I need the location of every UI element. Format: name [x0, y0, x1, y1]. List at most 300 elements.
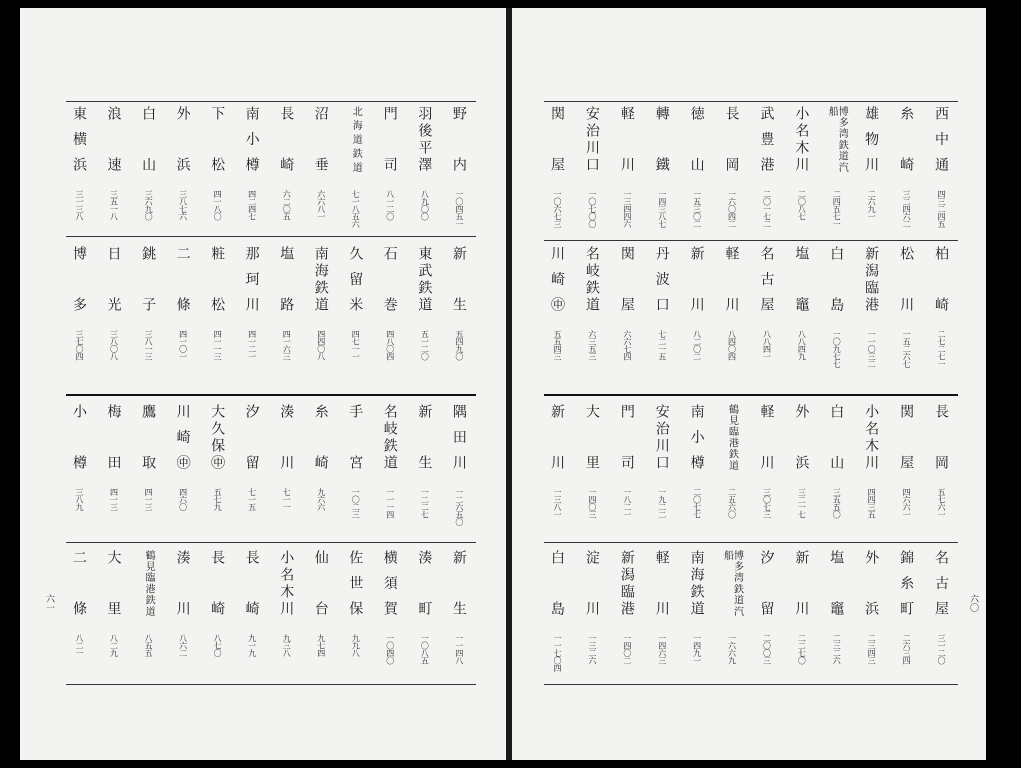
station-value: 六二〇五 — [282, 190, 292, 220]
station-name: 長崎 — [209, 550, 226, 616]
station-value: 九七四 — [316, 634, 326, 657]
station-name: 野内 — [450, 106, 467, 172]
station-value: 八二九 — [109, 634, 119, 657]
station-value: 九三八 — [282, 634, 292, 657]
station-value: 四一一三 — [213, 330, 223, 360]
station-column — [241, 106, 263, 238]
station-value: 一五二六七 — [902, 330, 912, 368]
station-column — [860, 404, 882, 536]
station-column — [344, 550, 366, 682]
station-name: 南小樽 — [688, 404, 705, 470]
station-name: 横須賀 — [381, 550, 398, 616]
station-name: 大久保㊥ — [209, 404, 226, 470]
station-column — [825, 106, 847, 238]
station-name: 博多 — [71, 246, 87, 312]
station-value: 二七二七一 — [936, 330, 946, 368]
station-name: 徳山 — [688, 106, 705, 172]
station-name: 湊川 — [278, 404, 295, 470]
station-name: 湊川 — [174, 550, 191, 616]
rule-line — [66, 542, 476, 543]
station-column — [448, 404, 470, 536]
station-value: 一三二六 — [587, 634, 597, 664]
station-column — [651, 246, 673, 378]
station-column — [860, 246, 882, 378]
station-column — [310, 404, 332, 536]
station-column — [651, 106, 673, 238]
station-name: 小名木川 — [793, 106, 810, 172]
station-column — [103, 404, 125, 536]
station-column — [137, 246, 159, 378]
station-value: 一〇七〇〇 — [587, 190, 597, 228]
station-column — [721, 404, 743, 536]
station-column — [895, 246, 917, 378]
station-name: 塩竈 — [828, 550, 845, 616]
station-column — [825, 404, 847, 536]
station-column — [413, 550, 435, 682]
station-column — [206, 106, 228, 238]
station-name: 石巻 — [381, 246, 398, 312]
station-value: 八五五 — [144, 634, 154, 657]
station-value: 八八四一 — [762, 330, 772, 360]
station-value: 二〇七七 — [692, 488, 702, 518]
station-column — [790, 246, 812, 378]
station-name: 仙台 — [312, 550, 329, 616]
station-column — [930, 106, 952, 238]
station-value: 三六九〇 — [144, 190, 154, 220]
station-column — [895, 106, 917, 238]
station-name: 小名木川 — [278, 550, 295, 616]
rule-line — [544, 240, 958, 241]
station-name: 南海鉄道 — [688, 550, 705, 616]
station-column — [172, 550, 194, 682]
station-value: 八二一 — [75, 634, 84, 657]
station-column — [686, 404, 708, 536]
station-column — [172, 404, 194, 536]
station-column — [103, 106, 125, 238]
station-name: 関屋 — [898, 404, 915, 470]
station-value: 一三四四六 — [622, 190, 632, 228]
station-name: 名岐鉄道 — [583, 246, 600, 312]
station-value: 一〇八五 — [420, 634, 430, 664]
station-name: 塩路 — [278, 246, 295, 312]
station-column — [275, 106, 297, 238]
station-value: 一〇四五一 — [454, 190, 464, 228]
station-column — [68, 404, 90, 536]
station-name: 門司 — [381, 106, 398, 172]
station-column — [616, 246, 638, 378]
station-name: 安治川口 — [583, 106, 600, 172]
station-value: 一四〇三 — [587, 488, 597, 518]
station-value: 二〇一七二 — [762, 190, 772, 228]
station-column — [546, 550, 568, 682]
table-band — [68, 246, 470, 378]
station-column — [895, 404, 917, 536]
station-value: 五七六一 — [936, 488, 946, 518]
station-name: 久留米 — [347, 246, 364, 312]
station-column — [930, 246, 952, 378]
station-column — [137, 106, 159, 238]
station-name: 南小樽 — [243, 106, 260, 172]
station-value: 八八四九 — [797, 330, 807, 360]
station-column — [103, 246, 125, 378]
station-value: 四一〇一 — [178, 330, 188, 360]
station-name: 粧松 — [209, 246, 226, 312]
station-column — [448, 106, 470, 238]
station-value: 四一六三 — [282, 330, 292, 360]
station-name: 外浜 — [174, 106, 191, 172]
station-value: 四四〇八 — [316, 330, 326, 360]
station-name: 名古屋 — [758, 246, 775, 312]
station-name: 名岐鉄道 — [381, 404, 398, 470]
station-value: 五四九〇 — [454, 330, 464, 360]
station-name: 浪速 — [105, 106, 122, 172]
station-value: 一四六三 — [657, 634, 667, 664]
station-column — [241, 246, 263, 378]
station-column — [755, 404, 777, 536]
station-value: 二六九一 — [867, 190, 877, 220]
station-value: 七一八五六 — [351, 190, 361, 228]
station-value: 一三八一 — [553, 488, 562, 518]
station-value: 一五三〇二 — [692, 190, 702, 228]
station-name: 湊町 — [416, 550, 433, 616]
station-value: 八二〇二 — [692, 330, 702, 360]
station-column — [790, 404, 812, 536]
station-column — [860, 550, 882, 682]
station-name: 手宮 — [347, 404, 364, 470]
station-column — [172, 106, 194, 238]
station-value: 三〇七三 — [762, 488, 772, 518]
station-column — [413, 246, 435, 378]
station-value: 四一八〇 — [213, 190, 223, 220]
station-column — [721, 246, 743, 378]
station-column — [379, 246, 401, 378]
station-value: 一八二一 — [622, 488, 632, 518]
page-number: 六一 — [44, 594, 54, 612]
station-value: 一九二二 — [657, 488, 667, 518]
station-column — [68, 246, 90, 378]
station-value: 五一二〇 — [420, 330, 430, 360]
station-name: 柏崎 — [932, 246, 949, 312]
station-value: 二四五七一 — [832, 190, 842, 228]
station-column — [790, 550, 812, 682]
station-column — [930, 550, 952, 682]
station-value: 一〇六七三 — [553, 190, 562, 228]
station-column — [448, 246, 470, 378]
station-name: 新川 — [549, 404, 565, 470]
station-value: 一二二七 — [420, 488, 430, 518]
station-column — [581, 106, 603, 238]
station-name: 博多湾鉄道汽船 — [721, 550, 743, 616]
station-column — [895, 550, 917, 682]
station-column — [379, 550, 401, 682]
station-value: 一一七〇四 — [553, 634, 562, 672]
station-value: 二三二六 — [832, 634, 842, 664]
station-name: 長岡 — [723, 106, 740, 172]
station-name: 鷹取 — [140, 404, 157, 470]
station-name: 佐世保 — [347, 550, 364, 616]
station-value: 六六七四 — [622, 330, 632, 360]
station-value: 七一五 — [247, 488, 257, 511]
station-column — [755, 246, 777, 378]
station-column — [721, 106, 743, 238]
station-value: 三八一三 — [144, 330, 154, 360]
station-name: 轉鐵 — [653, 106, 670, 172]
station-name: 名古屋 — [932, 550, 949, 616]
station-name: 白山 — [140, 106, 157, 172]
station-value: 二五六〇 — [727, 488, 737, 518]
rule-line — [66, 394, 476, 396]
station-value: 四一三 — [144, 488, 154, 511]
station-column — [310, 106, 332, 238]
station-name: 小樽 — [71, 404, 87, 470]
station-column — [686, 246, 708, 378]
station-column — [310, 246, 332, 378]
station-value: 八四〇四 — [727, 330, 737, 360]
station-value: 六六八一 — [316, 190, 326, 220]
station-name: 羽後平澤 — [416, 106, 433, 172]
station-value: 三八九 — [75, 488, 84, 511]
table-band — [546, 246, 952, 378]
station-name: 鶴見臨港鉄道 — [726, 404, 738, 470]
station-value: 三二一七 — [797, 488, 807, 518]
station-value: 三五一八 — [109, 190, 119, 220]
table-band — [68, 550, 470, 682]
station-value: 二三四三 — [867, 634, 877, 664]
station-value: 四一二一 — [247, 330, 257, 360]
station-name: 長崎 — [243, 550, 260, 616]
station-column — [103, 550, 125, 682]
station-name: 川崎㊥ — [549, 246, 565, 312]
station-column — [344, 404, 366, 536]
table-band — [546, 404, 952, 536]
station-column — [413, 106, 435, 238]
station-name: 関屋 — [549, 106, 565, 172]
station-value: 一二六五〇 — [454, 488, 464, 526]
station-name: 長岡 — [932, 404, 949, 470]
station-column — [379, 404, 401, 536]
station-value: 四七一一 — [351, 330, 361, 360]
station-column — [616, 404, 638, 536]
station-name: 白島 — [549, 550, 565, 616]
station-value: 五五四三 — [553, 330, 562, 360]
station-name: 白島 — [828, 246, 845, 312]
station-column — [581, 550, 603, 682]
table-band — [546, 106, 952, 238]
station-value: 一〇四〇 — [385, 634, 395, 664]
station-value: 二二七〇 — [797, 634, 807, 664]
station-name: 安治川口 — [653, 404, 670, 470]
station-value: 九六六 — [316, 488, 326, 511]
station-column — [241, 404, 263, 536]
station-name: 二條 — [71, 550, 87, 616]
station-column — [686, 550, 708, 682]
station-name: 糸崎 — [898, 106, 915, 172]
rule-line — [544, 542, 958, 543]
station-value: 四六六一 — [902, 488, 912, 518]
station-column — [448, 550, 470, 682]
station-value: 三二四六二 — [902, 190, 912, 228]
station-value: 三五五〇 — [832, 488, 842, 518]
station-name: 武豊港 — [758, 106, 775, 172]
rule-line — [66, 684, 476, 685]
station-name: 糸崎 — [312, 404, 329, 470]
station-column — [860, 106, 882, 238]
station-column — [275, 246, 297, 378]
station-column — [172, 246, 194, 378]
station-name: 外浜 — [793, 404, 810, 470]
station-name: 軽川 — [723, 246, 740, 312]
table-band — [546, 550, 952, 682]
station-value: 三一三八 — [75, 190, 84, 220]
station-value: 四六〇 — [178, 488, 188, 511]
station-value: 七二一五 — [657, 330, 667, 360]
rule-line — [66, 236, 476, 237]
station-value: 七一一 — [282, 488, 292, 511]
station-name: 門司 — [618, 404, 635, 470]
station-column — [790, 106, 812, 238]
station-name: 新潟臨港 — [863, 246, 880, 312]
station-column — [825, 246, 847, 378]
rule-line — [544, 684, 958, 685]
station-column — [137, 404, 159, 536]
station-column — [651, 404, 673, 536]
station-name: 東武鉄道 — [416, 246, 433, 312]
station-name: 錦糸町 — [898, 550, 915, 616]
page-number: 六〇 — [968, 594, 978, 612]
station-column — [930, 404, 952, 536]
station-column — [651, 550, 673, 682]
station-column — [379, 106, 401, 238]
station-value: 一四〇二 — [622, 634, 632, 664]
station-value: 一四三八七 — [657, 190, 667, 228]
station-value: 一四九一 — [692, 634, 702, 664]
station-column — [755, 550, 777, 682]
station-column — [616, 550, 638, 682]
station-value: 八一二〇 — [385, 190, 395, 220]
station-name: 白山 — [828, 404, 845, 470]
station-column — [206, 550, 228, 682]
station-name: 小名木川 — [863, 404, 880, 470]
station-column — [581, 246, 603, 378]
station-value: 一六〇四二 — [727, 190, 737, 228]
station-value: 四二四七 — [247, 190, 257, 220]
station-column — [344, 106, 366, 238]
station-name: 隅田川 — [450, 404, 467, 470]
station-value: 六三五三 — [587, 330, 597, 360]
station-name: 博多湾鉄道汽船 — [826, 106, 848, 172]
station-value: 一六六九 — [727, 634, 737, 664]
station-name: 新生 — [416, 404, 433, 470]
station-column — [413, 404, 435, 536]
station-value: 二六三四 — [902, 634, 912, 664]
station-value: 八六二 — [178, 634, 188, 657]
station-column — [241, 550, 263, 682]
table-band — [68, 404, 470, 536]
station-name: 軽川 — [618, 106, 635, 172]
station-name: 北海道鉄道 — [350, 106, 362, 172]
station-column — [755, 106, 777, 238]
station-column — [546, 106, 568, 238]
station-column — [825, 550, 847, 682]
table-band — [68, 106, 470, 238]
station-value: 一〇九七七 — [832, 330, 842, 368]
station-name: 汐留 — [243, 404, 260, 470]
station-name: 大里 — [583, 404, 600, 470]
station-column — [616, 106, 638, 238]
station-value: 一一一四 — [385, 488, 395, 518]
station-value: 二〇〇三 — [762, 634, 772, 664]
station-column — [721, 550, 743, 682]
station-column — [68, 106, 90, 238]
station-value: 五七九 — [213, 488, 223, 511]
station-column — [344, 246, 366, 378]
station-name: 長崎 — [278, 106, 295, 172]
left-page — [20, 8, 506, 760]
station-name: 鶴見臨港鉄道 — [143, 550, 155, 616]
station-value: 八九〇〇 — [420, 190, 430, 220]
station-name: 大里 — [105, 550, 122, 616]
rule-line — [544, 394, 958, 396]
station-name: 新潟臨港 — [618, 550, 635, 616]
station-name: 下松 — [209, 106, 226, 172]
station-value: 九九八 — [351, 634, 361, 657]
station-name: 軽川 — [758, 404, 775, 470]
station-column — [310, 550, 332, 682]
station-name: 汐留 — [758, 550, 775, 616]
station-name: 日光 — [105, 246, 122, 312]
station-column — [206, 404, 228, 536]
station-name: 西中通 — [932, 106, 949, 172]
station-column — [581, 404, 603, 536]
station-column — [686, 106, 708, 238]
station-name: 沼垂 — [312, 106, 329, 172]
station-name: 銚子 — [140, 246, 157, 312]
station-column — [275, 550, 297, 682]
station-value: 四四三五 — [867, 488, 877, 518]
station-value: 二〇八七 — [797, 190, 807, 220]
station-value: 四八〇四 — [385, 330, 395, 360]
station-name: 川崎㊥ — [174, 404, 191, 470]
station-name: 雄物川 — [863, 106, 880, 172]
station-value: 一一〇三二 — [867, 330, 877, 368]
station-value: 四三二四五 — [936, 190, 946, 228]
station-name: 丹波口 — [653, 246, 670, 312]
rule-line — [544, 101, 958, 102]
station-column — [275, 404, 297, 536]
station-value: 八七〇 — [213, 634, 223, 657]
right-page — [512, 8, 986, 760]
station-value: 四一三 — [109, 488, 119, 511]
station-name: 新生 — [450, 246, 467, 312]
station-name: 軽川 — [653, 550, 670, 616]
station-name: 二條 — [174, 246, 191, 312]
station-value: 九一九 — [247, 634, 257, 657]
station-name: 梅田 — [105, 404, 122, 470]
rule-line — [66, 101, 476, 102]
station-column — [546, 404, 568, 536]
station-column — [206, 246, 228, 378]
station-column — [68, 550, 90, 682]
station-name: 外浜 — [863, 550, 880, 616]
station-value: 三七〇四 — [75, 330, 84, 360]
station-column — [137, 550, 159, 682]
station-value: 一〇二三 — [351, 488, 361, 518]
station-name: 塩竈 — [793, 246, 810, 312]
station-value: 三一二〇 — [936, 634, 946, 664]
station-name: 新川 — [688, 246, 705, 312]
station-value: 三八七六 — [178, 190, 188, 220]
station-name: 新川 — [793, 550, 810, 616]
